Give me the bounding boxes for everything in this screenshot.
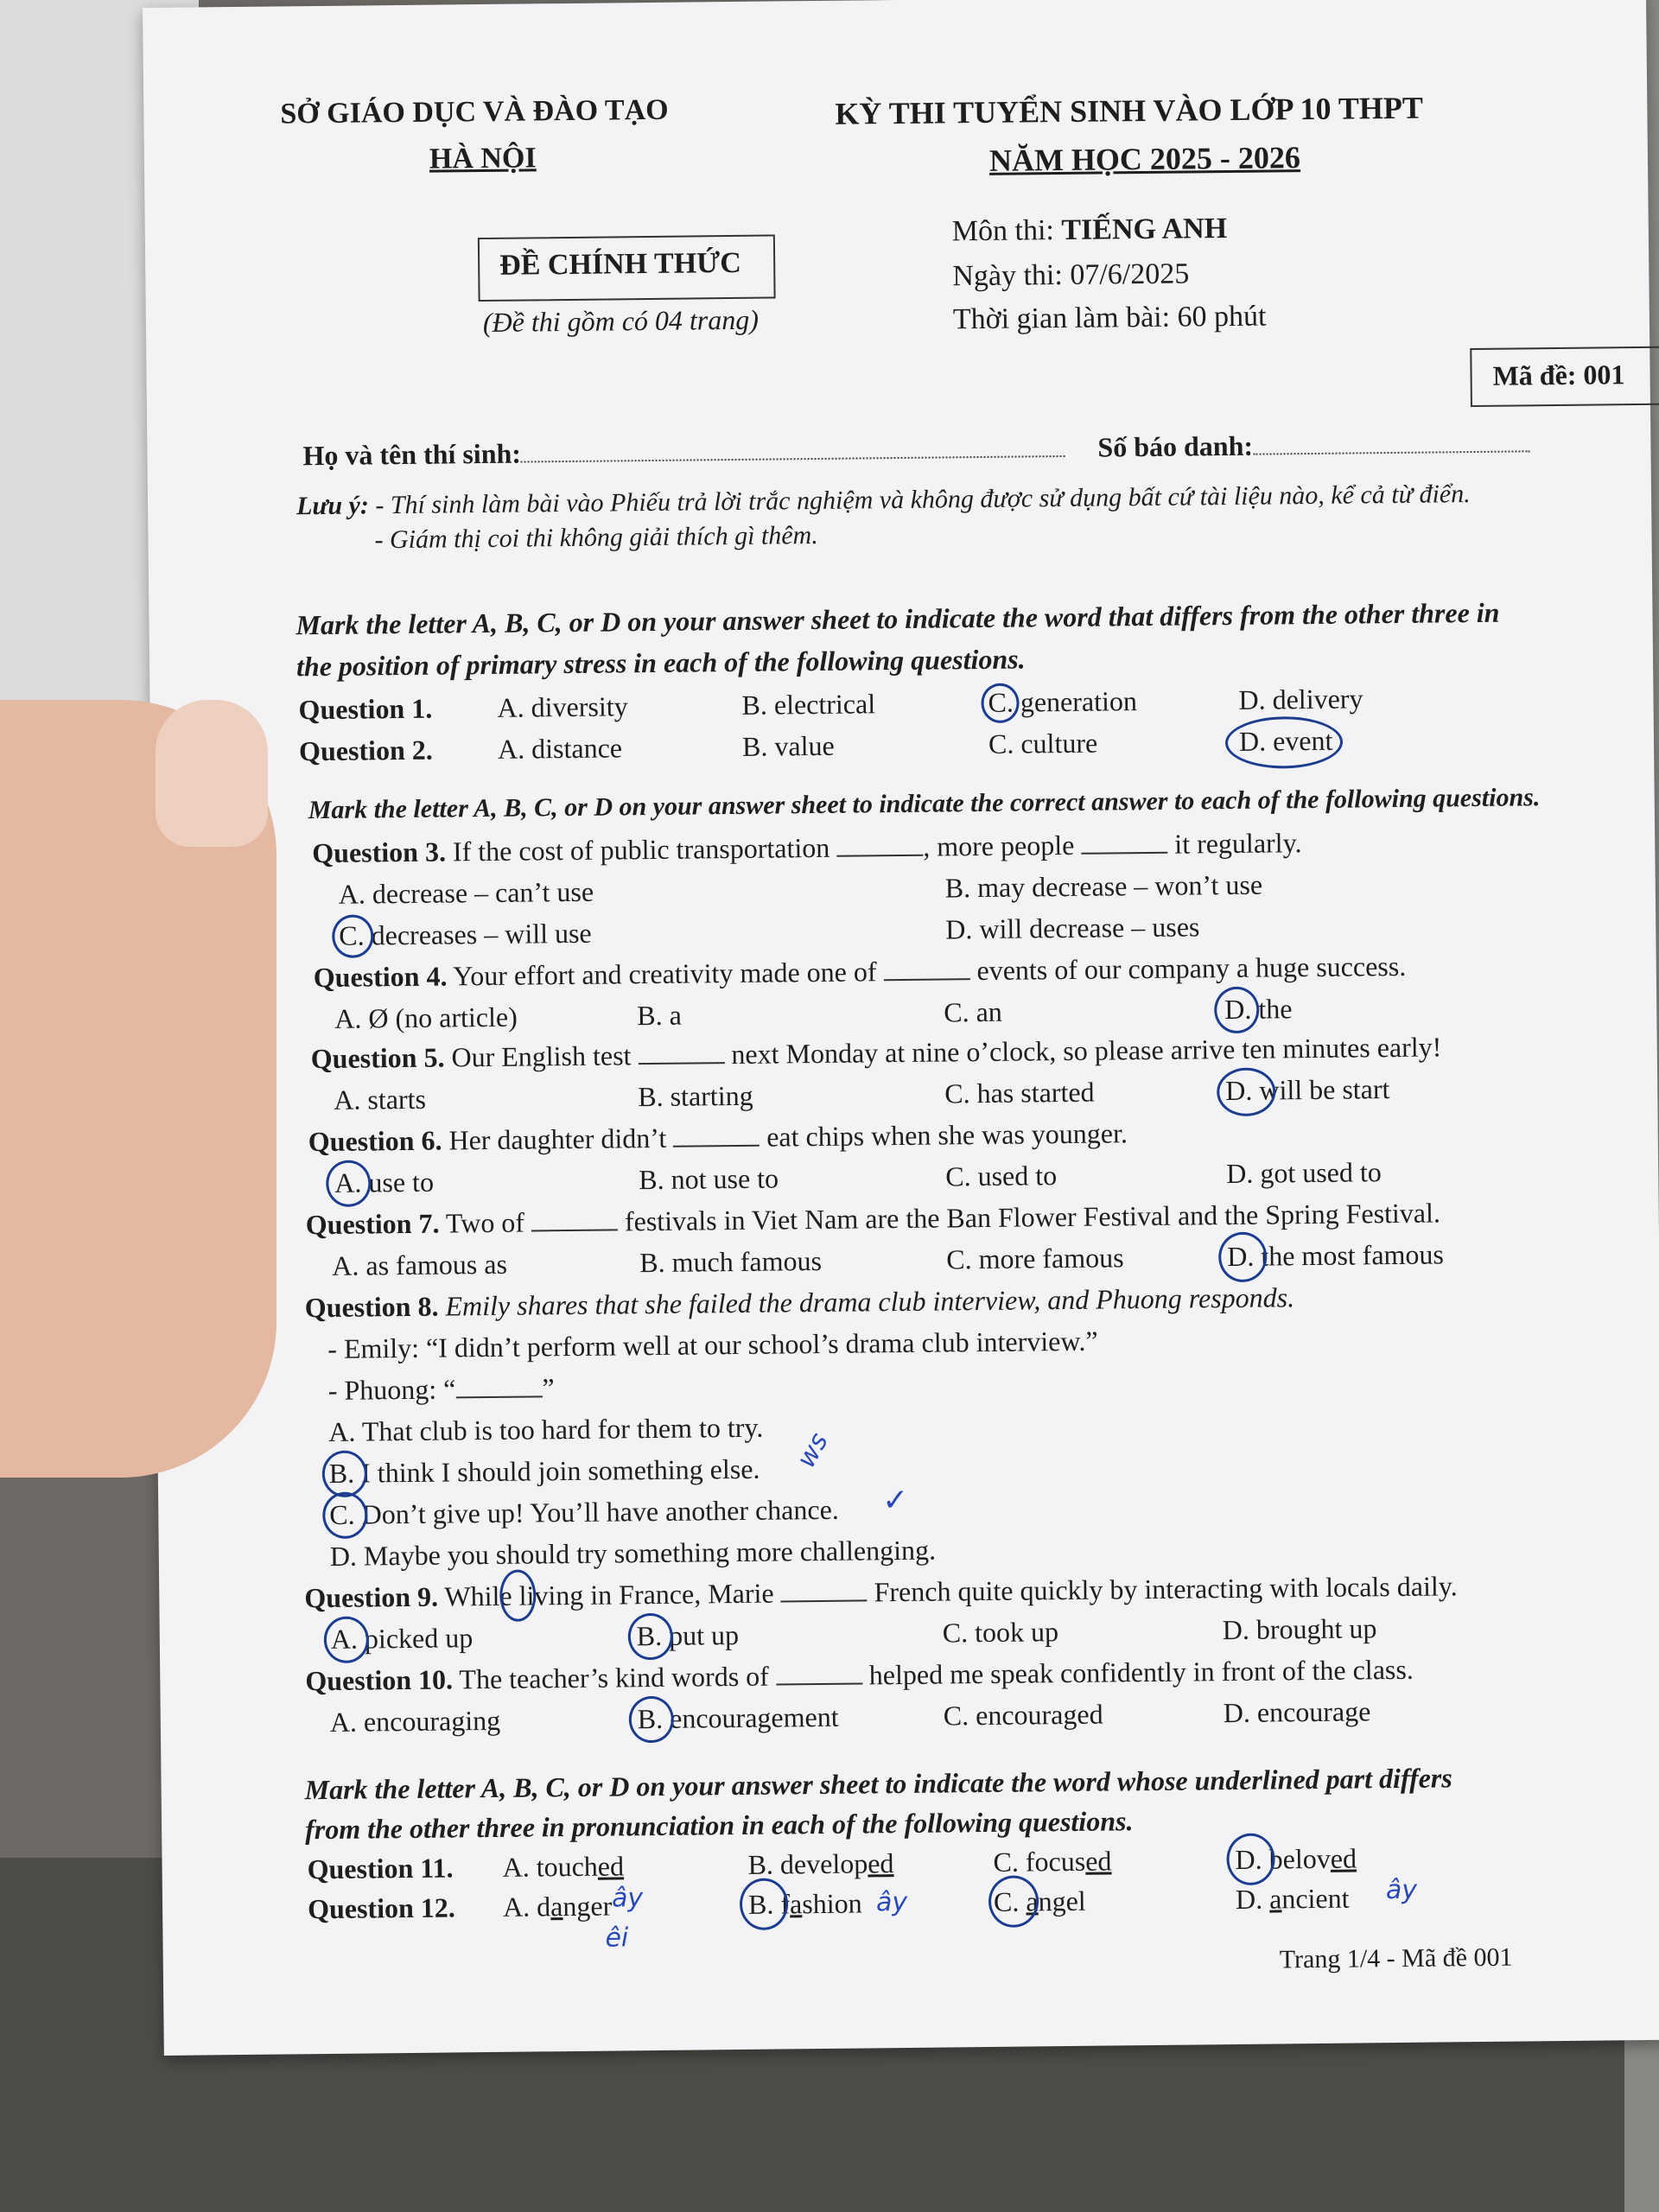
q1-option-c: C. generation <box>988 685 1138 718</box>
q12-d-text: D. <box>1235 1883 1270 1915</box>
answer-mark-q7 <box>1218 1232 1268 1283</box>
note-label: Lưu ý: <box>296 491 370 521</box>
q12-a-underlined: a <box>550 1891 563 1923</box>
q10-option-a: A. encouraging <box>329 1704 501 1738</box>
q3-option-d: D. will decrease – uses <box>945 911 1200 945</box>
q3-blank-2 <box>1081 852 1167 855</box>
q4-option-c: C. an <box>944 995 1003 1028</box>
q8-text: Emily shares that she failed the drama club interview, and Phuong responds. <box>438 1281 1295 1322</box>
note-line2: - Giám thị coi thi không giải thích gì thêm. <box>374 520 818 555</box>
q11-option-c <box>993 1845 1111 1878</box>
candidate-id-label: Số báo danh: <box>1097 429 1254 463</box>
q8-option-b: B. I think I should join something else. <box>328 1452 760 1489</box>
q9-stem <box>304 1570 1458 1614</box>
q8-blank <box>455 1395 542 1398</box>
subject-value: TIẾNG ANH <box>1061 212 1228 246</box>
q7-option-a: A. as famous as <box>332 1248 508 1281</box>
q12-d-note: ây <box>1385 1874 1418 1906</box>
q5-text-a: Our English test <box>444 1039 639 1073</box>
note-text1: - Thí sinh làm bài vào Phiếu trả lời trắc nghiệm và không được sử dụng bất cứ tài liệu nào, kể cả từ điển. <box>368 480 1471 520</box>
q7-option-b: B. much famous <box>639 1244 823 1279</box>
q12-a-text: A. d <box>502 1891 551 1923</box>
q6-text-a: Her daughter didn’t <box>442 1122 674 1156</box>
q6-option-a: A. use to <box>334 1166 435 1198</box>
exam-title: KỲ THI TUYỂN SINH VÀO LỚP 10 THPT <box>835 90 1424 131</box>
q2-option-b: B. value <box>741 729 835 762</box>
q8-option-a: A. That club is too hard for them to try. <box>328 1411 764 1447</box>
thumb-nail <box>156 700 268 847</box>
q9-blank <box>781 1599 868 1602</box>
q3-text-b: , more people <box>923 829 1082 862</box>
q12-b-note: ây <box>875 1886 908 1918</box>
mark-q12-b <box>740 1878 789 1930</box>
exam-paper <box>143 0 1659 2056</box>
school-year: NĂM HỌC 2025 - 2026 <box>988 140 1301 178</box>
q6-label: Question 6. <box>308 1124 442 1158</box>
q4-option-b: B. a <box>637 999 683 1032</box>
q12-b-underlined: a <box>789 1888 803 1920</box>
q7-text-b: festivals in Viet Nam are the Ban Flower Festival and the Spring Festival. <box>617 1197 1441 1237</box>
q4-text-a: Your effort and creativity made one of <box>447 956 884 992</box>
q12-d-underlined: a <box>1268 1883 1282 1915</box>
section3-instruction-2: from the other three in pronunciation in each of the following questions. <box>304 1805 1134 1846</box>
section1-instruction-2: the position of primary stress in each of the following questions. <box>296 643 1026 683</box>
q3-stem <box>312 827 1302 869</box>
answer-mark-q12 <box>988 1875 1039 1928</box>
q11-a-underlined: ed <box>597 1850 625 1882</box>
q6-blank <box>673 1145 760 1147</box>
q5-stem <box>311 1031 1442 1075</box>
exam-date: Ngày thi: 07/6/2025 <box>952 257 1190 293</box>
answer-mark-q10 <box>629 1696 675 1744</box>
q10-text-a: The teacher’s kind words of <box>452 1660 777 1695</box>
q6-option-b: B. not use to <box>639 1162 779 1196</box>
subject-label: Môn thi: <box>951 213 1062 248</box>
q4-blank <box>884 978 970 981</box>
answer-mark-q8-b <box>322 1450 368 1497</box>
q7-stem <box>306 1197 1440 1241</box>
q7-option-c: C. more famous <box>946 1242 1124 1275</box>
q9-label: Question 9. <box>304 1580 439 1614</box>
q5-option-a: A. starts <box>334 1083 427 1116</box>
q10-stem <box>305 1654 1414 1697</box>
q5-option-d: D. will be start <box>1225 1073 1390 1107</box>
q10-label: Question 10. <box>305 1663 454 1697</box>
q11-option-a <box>502 1850 624 1883</box>
q8-stem <box>305 1281 1295 1324</box>
q8-option-d: D. Maybe you should try something more challenging. <box>329 1534 937 1572</box>
q1-option-d: D. delivery <box>1238 683 1363 715</box>
candidate-id-row <box>1097 427 1529 463</box>
q7-blank <box>531 1229 618 1231</box>
subject-line <box>952 213 1228 248</box>
q10-text-b: helped me speak confidently in front of the class. <box>861 1653 1414 1691</box>
q10-option-d: D. encourage <box>1223 1695 1371 1729</box>
candidate-name-row <box>302 432 1065 472</box>
q11-b-underlined: ed <box>868 1847 894 1879</box>
q8-label: Question 8. <box>304 1290 439 1324</box>
answer-mark-q3 <box>332 914 374 958</box>
q11-b-text: B. develop <box>747 1847 868 1880</box>
q11-d-text: D. belov <box>1235 1842 1331 1875</box>
q12-label: Question 12. <box>307 1891 455 1925</box>
pages-note: (Đề thi gồm có 04 trang) <box>482 303 760 339</box>
candidate-id-dots <box>1253 450 1529 454</box>
q11-option-b <box>747 1847 893 1881</box>
q10-option-c: C. encouraged <box>943 1698 1103 1732</box>
q4-option-d: D. the <box>1224 993 1293 1026</box>
q4-option-a: A. Ø (no article) <box>334 1001 518 1034</box>
section3-instruction-1: Mark the letter A, B, C, or D on your answer sheet to indicate the word whose underlined part differs <box>304 1762 1452 1806</box>
q3-option-a: A. decrease – can’t use <box>338 875 594 910</box>
q6-stem <box>308 1117 1128 1158</box>
q2-label: Question 2. <box>298 734 433 767</box>
q12-option-d <box>1236 1883 1350 1916</box>
q12-a-rest: nger <box>563 1890 613 1923</box>
q7-text-a: Two of <box>439 1206 532 1239</box>
q12-a-note-1: ây <box>611 1883 644 1914</box>
q3-text-a: If the cost of public transportation <box>445 831 837 868</box>
answer-mark-q5 <box>1217 1067 1276 1116</box>
answer-mark-q1 <box>981 683 1019 723</box>
q3-option-c: C. decreases – will use <box>339 917 592 951</box>
exam-code: Mã đề: 001 <box>1492 359 1625 391</box>
q12-d-rest: ncient <box>1281 1882 1350 1915</box>
q5-blank <box>639 1062 725 1065</box>
q9-option-d: D. brought up <box>1222 1612 1377 1646</box>
q5-label: Question 5. <box>310 1041 445 1075</box>
q10-blank <box>776 1682 862 1685</box>
q8-check-icon: ✓ <box>881 1482 909 1519</box>
q5-option-b: B. starting <box>638 1079 753 1113</box>
q2-option-c: C. culture <box>988 727 1098 760</box>
q8-phuong <box>328 1372 555 1407</box>
q9-text-b: French quite quickly by interacting with locals daily. <box>867 1570 1458 1608</box>
page-footer: Trang 1/4 - Mã đề 001 <box>1279 1942 1513 1974</box>
q9-option-b: B. put up <box>636 1618 740 1652</box>
q8-phuong-a: - Phuong: “ <box>327 1373 456 1406</box>
answer-mark-q9 <box>324 1616 370 1663</box>
q8-handwritten-note: ws <box>791 1427 835 1473</box>
q1-label: Question 1. <box>298 692 433 726</box>
q6-option-c: C. used to <box>945 1160 1058 1192</box>
mark-q9-number <box>499 1569 537 1621</box>
q2-option-d: D. event <box>1238 724 1333 757</box>
q12-option-a <box>503 1891 613 1923</box>
q11-c-text: C. focus <box>993 1845 1086 1878</box>
q3-option-b: B. may decrease – won’t use <box>944 868 1263 904</box>
section2-instruction: Mark the letter A, B, C, or D on your answer sheet to indicate the correct answer to each of the following questions. <box>308 783 1541 825</box>
answer-mark-q4 <box>1214 987 1260 1034</box>
q2-option-a: A. distance <box>497 732 623 765</box>
q12-a-note-2: êi <box>605 1923 629 1954</box>
q3-label: Question 3. <box>312 836 447 869</box>
dept-line1: SỞ GIÁO DỤC VÀ ĐÀO TẠO <box>280 93 669 130</box>
q9-option-a: A. picked up <box>330 1622 474 1655</box>
candidate-name-dots <box>521 455 1065 463</box>
answer-mark-q6 <box>326 1160 372 1207</box>
q5-text-b: next Monday at nine o’clock, so please arrive ten minutes early! <box>724 1031 1442 1071</box>
section1-instruction-1: Mark the letter A, B, C, or D on your answer sheet to indicate the word that differs from the other three in <box>296 596 1500 641</box>
q6-text-b: eat chips when she was younger. <box>760 1117 1128 1153</box>
q11-d-underlined: ed <box>1330 1842 1357 1874</box>
q12-c-underlined: a <box>1026 1885 1039 1917</box>
q4-text-b: events of our company a huge success. <box>969 950 1407 987</box>
q12-b-text: B. f <box>747 1888 791 1920</box>
q12-b-rest: shion <box>802 1887 862 1920</box>
q1-option-a: A. diversity <box>497 690 628 723</box>
answer-mark-q11 <box>1226 1834 1275 1886</box>
candidate-name-label: Họ và tên thí sinh: <box>302 437 522 472</box>
note-line1 <box>296 480 1471 521</box>
q9-text-a: While living in France, Marie <box>437 1577 781 1612</box>
answer-mark-q2 <box>1225 716 1344 769</box>
q12-c-rest: ngel <box>1038 1885 1086 1917</box>
q11-label: Question 11. <box>307 1852 454 1885</box>
mark-q9-b <box>628 1613 674 1661</box>
q10-option-b: B. encouragement <box>637 1700 839 1735</box>
q3-blank-1 <box>836 855 923 857</box>
q7-label: Question 7. <box>305 1207 440 1241</box>
q5-option-c: C. has started <box>944 1076 1095 1109</box>
q6-option-d: D. got used to <box>1226 1156 1382 1190</box>
q9-option-c: C. took up <box>942 1616 1059 1649</box>
answer-mark-q8-c <box>322 1491 368 1539</box>
q8-emily: - Emily: “I didn’t perform well at our school’s drama club interview.” <box>327 1325 1098 1364</box>
q11-c-underlined: ed <box>1085 1845 1112 1877</box>
q11-a-text: A. touch <box>502 1850 598 1883</box>
q7-option-d: D. the most famous <box>1227 1238 1445 1273</box>
q8-phuong-b: ” <box>542 1372 555 1404</box>
exam-duration: Thời gian làm bài: 60 phút <box>952 300 1267 336</box>
q12-c-text: C. <box>993 1885 1027 1917</box>
q8-option-c: C. Don’t give up! You’ll have another chance. <box>329 1493 839 1530</box>
q1-option-b: B. electrical <box>741 688 876 721</box>
q4-label: Question 4. <box>313 960 448 994</box>
q3-text-c: it regularly. <box>1167 827 1302 860</box>
official-label: ĐỀ CHÍNH THỨC <box>499 246 741 282</box>
dept-line2: HÀ NỘI <box>429 142 537 175</box>
